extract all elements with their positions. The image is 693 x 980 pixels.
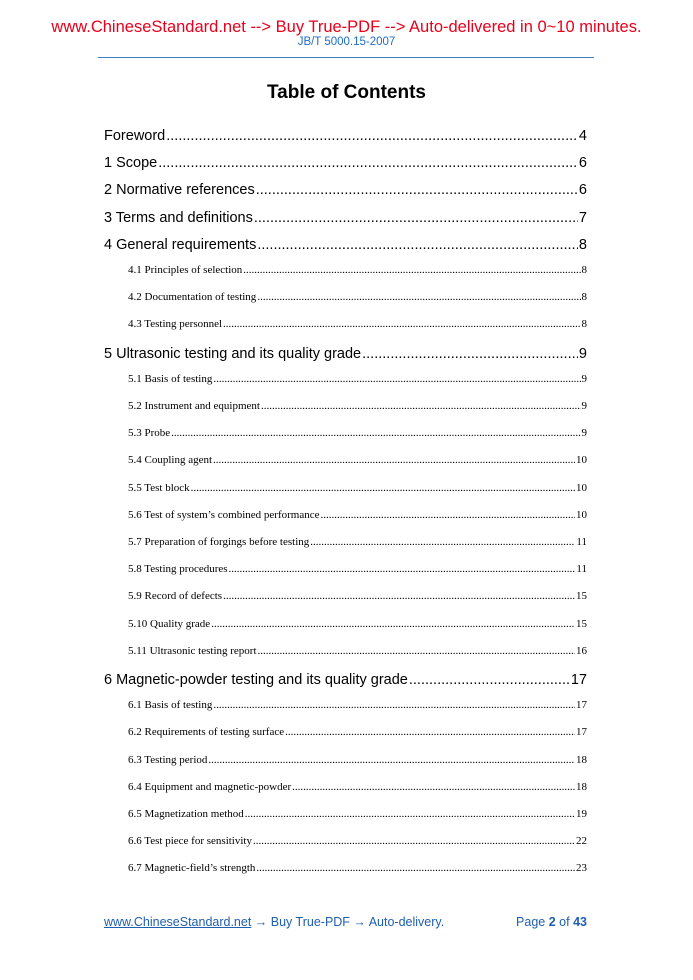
toc-entry-page: 6 — [578, 182, 587, 199]
toc-entry-subsection[interactable] — [104, 645, 587, 657]
toc-entry-subsection[interactable] — [104, 862, 587, 874]
toc-leader-dots — [257, 237, 578, 253]
toc-entry-page: 8 — [581, 318, 587, 331]
toc-leader-dots — [229, 563, 576, 575]
toc-entry-subsection[interactable] — [104, 318, 587, 330]
toc-entry-section[interactable] — [104, 346, 587, 362]
toc-entry-subsection[interactable] — [104, 754, 587, 766]
toc-leader-dots — [285, 726, 575, 738]
toc-entry-subsection[interactable] — [104, 482, 587, 494]
toc-leader-dots — [208, 754, 575, 766]
page-word: Page — [516, 915, 546, 929]
toc-leader-dots — [253, 835, 575, 847]
toc-entry-page: 15 — [576, 590, 587, 603]
toc-entry-label: 6.1 Basis of testing — [128, 699, 213, 712]
toc-entry-subsection[interactable] — [104, 536, 587, 548]
toc-entry-label: 4.2 Documentation of testing — [128, 291, 257, 304]
toc-entry-page: 9 — [581, 427, 587, 440]
toc-entry-label: 5.4 Coupling agent — [128, 454, 213, 467]
toc-entry-page: 4 — [578, 128, 587, 144]
total-pages: 43 — [573, 915, 587, 929]
toc-leader-dots — [213, 454, 575, 466]
toc-entry-page: 6 — [578, 155, 587, 172]
toc-entry-page: 17 — [570, 672, 587, 688]
toc-leader-dots — [409, 672, 570, 688]
toc-leader-dots — [257, 291, 580, 303]
toc-entry-label: 6.6 Test piece for sensitivity — [128, 835, 252, 848]
toc-entry-section[interactable] — [104, 128, 587, 144]
toc-entry-section[interactable] — [104, 210, 587, 226]
toc-entry-label: 5.10 Quality grade — [128, 617, 211, 630]
toc-entry-label: 6.3 Testing period — [128, 753, 208, 766]
toc-entry-page: 8 — [581, 291, 587, 304]
toc-entry-page: 9 — [578, 345, 587, 362]
top-banner[interactable]: www.ChineseStandard.net --> Buy True-PDF --> Auto-delivered in 0~10 minutes. — [51, 18, 642, 36]
toc-entry-subsection[interactable] — [104, 509, 587, 521]
toc-leader-dots — [254, 210, 578, 226]
page-footer — [104, 915, 587, 929]
toc-entry-label: 5.2 Instrument and equipment — [128, 400, 260, 412]
page-indicator — [516, 915, 587, 929]
toc-leader-dots — [258, 645, 575, 657]
toc-entry-label: 5.6 Test of system’s combined performance — [128, 508, 320, 521]
toc-entry-page: 15 — [576, 617, 587, 630]
toc-entry-label: 5.1 Basis of testing — [128, 372, 213, 385]
toc-entry-label: Foreword — [104, 128, 166, 144]
toc-entry-label: 5.9 Record of defects — [128, 590, 223, 603]
toc-entry-page: 10 — [576, 508, 587, 521]
toc-leader-dots — [171, 427, 580, 439]
toc-entry-label: 5.5 Test block — [128, 481, 190, 494]
toc-entry-page: 11 — [576, 536, 587, 548]
toc-entry-label: 5.11 Ultrasonic testing report — [128, 644, 257, 657]
toc-entry-subsection[interactable] — [104, 835, 587, 847]
toc-entry-label: 1 Scope — [104, 155, 158, 172]
toc-leader-dots — [223, 590, 575, 602]
toc-entry-section[interactable] — [104, 237, 587, 253]
toc-entry-subsection[interactable] — [104, 618, 587, 630]
toc-entry-page: 8 — [578, 236, 587, 253]
toc-entry-page: 7 — [578, 209, 587, 226]
toc-entry-section[interactable] — [104, 155, 587, 171]
toc-entry-page: 17 — [576, 699, 587, 712]
toc-leader-dots — [292, 781, 575, 793]
toc-entry-subsection[interactable] — [104, 427, 587, 439]
toc-entry-label: 5.3 Probe — [128, 427, 171, 440]
page-title: Table of Contents — [266, 82, 427, 103]
toc-leader-dots — [261, 400, 581, 412]
toc-entry-subsection[interactable] — [104, 781, 587, 793]
toc-entry-section[interactable] — [104, 182, 587, 198]
toc-entry-page: 19 — [576, 808, 587, 820]
toc-entry-subsection[interactable] — [104, 291, 587, 303]
toc-entry-label: 6.4 Equipment and magnetic-powder — [128, 780, 292, 793]
toc-leader-dots — [166, 128, 578, 144]
toc-entry-page: 18 — [576, 780, 587, 793]
toc-entry-subsection[interactable] — [104, 454, 587, 466]
toc-entry-page: 10 — [576, 454, 587, 467]
toc-entry-page: 11 — [576, 563, 587, 576]
toc-entry-page: 10 — [576, 481, 587, 494]
toc-entry-page: 9 — [581, 400, 587, 412]
toc-leader-dots — [213, 699, 575, 711]
toc-leader-dots — [362, 346, 578, 362]
header-divider — [98, 57, 594, 58]
toc-leader-dots — [213, 373, 580, 385]
toc-entry-label: 4 General requirements — [104, 236, 257, 253]
toc-entry-label: 3 Terms and definitions — [104, 209, 253, 226]
toc-entry-subsection[interactable] — [104, 726, 587, 738]
toc-entry-label: 6.7 Magnetic-field’s strength — [128, 862, 256, 875]
toc-entry-label: 6.5 Magnetization method — [128, 808, 244, 820]
toc-entry-subsection[interactable] — [104, 264, 587, 276]
toc-entry-page: 8 — [581, 264, 587, 276]
toc-leader-dots — [256, 182, 578, 198]
toc-entry-page: 16 — [576, 644, 587, 657]
document-id: JB/T 5000.15-2007 — [297, 36, 396, 48]
toc-entry-subsection[interactable] — [104, 563, 587, 575]
footer-promo-text: → Buy True-PDF → Auto-delivery. — [251, 915, 445, 929]
toc-entry-subsection[interactable] — [104, 699, 587, 711]
footer-promo — [104, 915, 516, 929]
toc-leader-dots — [211, 618, 575, 630]
toc-entry-label: 2 Normative references — [104, 182, 255, 199]
toc-entry-page: 17 — [576, 726, 587, 739]
toc-entry-page: 9 — [581, 372, 587, 385]
toc-entry-label: 4.3 Testing personnel — [128, 318, 223, 331]
toc-entry-page: 23 — [576, 862, 587, 875]
toc-entry-subsection[interactable] — [104, 590, 587, 602]
toc-entry-label: 6 Magnetic-powder testing and its quality grade — [104, 672, 408, 688]
toc-entry-label: 5.8 Testing procedures — [128, 563, 228, 576]
toc-entry-section[interactable] — [104, 672, 587, 688]
toc-entry-page: 22 — [576, 835, 587, 848]
toc-leader-dots — [310, 536, 575, 548]
of-word: of — [559, 915, 570, 929]
current-page-number: 2 — [548, 915, 556, 929]
toc-entry-page: 18 — [576, 753, 587, 766]
toc-leader-dots — [191, 482, 575, 494]
toc-leader-dots — [320, 509, 575, 521]
toc-entry-subsection[interactable] — [104, 808, 587, 820]
footer-site-link[interactable]: www.ChineseStandard.net — [104, 915, 252, 929]
toc-entry-subsection[interactable] — [104, 373, 587, 385]
toc-leader-dots — [158, 155, 578, 171]
toc-leader-dots — [256, 862, 575, 874]
toc-leader-dots — [223, 318, 580, 330]
toc-entry-label: 5.7 Preparation of forgings before testing — [128, 536, 310, 548]
toc-leader-dots — [245, 808, 575, 820]
toc-entry-label: 6.2 Requirements of testing surface — [128, 726, 285, 739]
toc-entry-label: 4.1 Principles of selection — [128, 264, 243, 276]
toc-entry-subsection[interactable] — [104, 400, 587, 412]
toc-entry-label: 5 Ultrasonic testing and its quality grade — [104, 345, 362, 362]
toc-leader-dots — [243, 264, 580, 276]
